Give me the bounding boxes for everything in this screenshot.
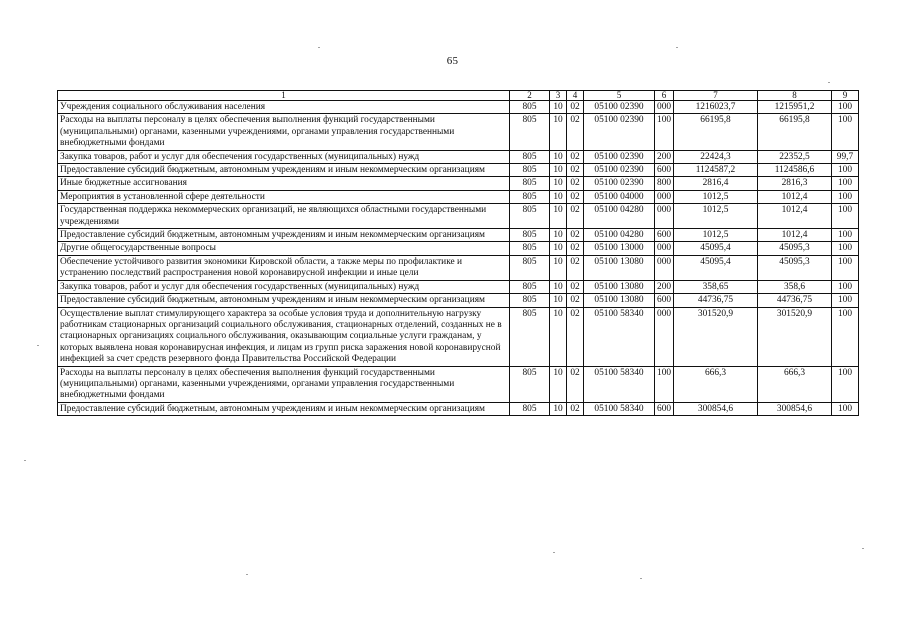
row-expense-type: 100 xyxy=(655,114,674,150)
row-actual-amount: 22352,5 xyxy=(758,150,832,163)
row-subsection: 02 xyxy=(567,255,584,280)
row-expense-type: 600 xyxy=(655,402,674,415)
row-chapter: 805 xyxy=(510,101,550,114)
row-subsection: 02 xyxy=(567,204,584,229)
row-actual-amount: 1012,4 xyxy=(758,204,832,229)
row-target-article: 05100 02390 xyxy=(584,177,655,190)
scan-speck xyxy=(862,548,864,549)
row-actual-amount: 300854,6 xyxy=(758,402,832,415)
row-section: 10 xyxy=(550,204,567,229)
row-planned-amount: 22424,3 xyxy=(674,150,758,163)
table-row xyxy=(58,190,859,203)
row-name: Иные бюджетные ассигнования xyxy=(58,177,510,190)
row-chapter: 805 xyxy=(510,255,550,280)
row-planned-amount: 66195,8 xyxy=(674,114,758,150)
row-chapter: 805 xyxy=(510,294,550,307)
table-row xyxy=(58,280,859,293)
row-section: 10 xyxy=(550,229,567,242)
row-chapter: 805 xyxy=(510,242,550,255)
row-name: Предоставление субсидий бюджетным, автономным учреждениям и иным некоммерческим организациям xyxy=(58,229,510,242)
scan-speck xyxy=(24,460,26,461)
row-actual-amount: 44736,75 xyxy=(758,294,832,307)
row-target-article: 05100 04000 xyxy=(584,190,655,203)
column-number: 9 xyxy=(832,91,859,101)
row-chapter: 805 xyxy=(510,280,550,293)
table-row xyxy=(58,177,859,190)
column-number: 4 xyxy=(567,91,584,101)
row-target-article: 05100 13000 xyxy=(584,242,655,255)
scan-speck xyxy=(676,47,678,48)
row-name: Расходы на выплаты персоналу в целях обеспечения выполнения функций государственными (муниципальными) органами, казенными учреждениями, органами управления государственными внебюджетными фондами xyxy=(58,114,510,150)
row-target-article: 05100 13080 xyxy=(584,294,655,307)
row-chapter: 805 xyxy=(510,229,550,242)
row-actual-amount: 301520,9 xyxy=(758,307,832,366)
row-subsection: 02 xyxy=(567,307,584,366)
row-subsection: 02 xyxy=(567,177,584,190)
row-section: 10 xyxy=(550,164,567,177)
row-subsection: 02 xyxy=(567,150,584,163)
row-target-article: 05100 04280 xyxy=(584,229,655,242)
row-subsection: 02 xyxy=(567,280,584,293)
row-actual-amount: 45095,3 xyxy=(758,255,832,280)
row-subsection: 02 xyxy=(567,242,584,255)
page-number: 65 xyxy=(446,55,459,67)
row-target-article: 05100 58340 xyxy=(584,366,655,402)
row-name: Закупка товаров, работ и услуг для обеспечения государственных (муниципальных) нужд xyxy=(58,280,510,293)
row-percent: 100 xyxy=(832,402,859,415)
row-chapter: 805 xyxy=(510,190,550,203)
column-number: 6 xyxy=(655,91,674,101)
row-target-article: 05100 13080 xyxy=(584,255,655,280)
row-chapter: 805 xyxy=(510,164,550,177)
row-section: 10 xyxy=(550,101,567,114)
row-name: Предоставление субсидий бюджетным, автономным учреждениям и иным некоммерческим организациям xyxy=(58,402,510,415)
row-name: Другие общегосударственные вопросы xyxy=(58,242,510,255)
row-actual-amount: 66195,8 xyxy=(758,114,832,150)
row-expense-type: 000 xyxy=(655,307,674,366)
table-row xyxy=(58,366,859,402)
row-section: 10 xyxy=(550,280,567,293)
row-target-article: 05100 58340 xyxy=(584,307,655,366)
row-subsection: 02 xyxy=(567,366,584,402)
row-actual-amount: 666,3 xyxy=(758,366,832,402)
scan-speck xyxy=(318,47,320,48)
row-chapter: 805 xyxy=(510,366,550,402)
row-expense-type: 800 xyxy=(655,177,674,190)
row-expense-type: 100 xyxy=(655,366,674,402)
row-section: 10 xyxy=(550,190,567,203)
row-percent: 100 xyxy=(832,229,859,242)
row-target-article: 05100 02390 xyxy=(584,150,655,163)
row-name: Учреждения социального обслуживания населения xyxy=(58,101,510,114)
table-row xyxy=(58,294,859,307)
row-expense-type: 000 xyxy=(655,255,674,280)
row-percent: 100 xyxy=(832,255,859,280)
row-actual-amount: 1124586,6 xyxy=(758,164,832,177)
row-subsection: 02 xyxy=(567,402,584,415)
row-planned-amount: 2816,4 xyxy=(674,177,758,190)
column-number: 1 xyxy=(58,91,510,101)
column-number: 7 xyxy=(674,91,758,101)
row-planned-amount: 358,65 xyxy=(674,280,758,293)
column-number-row xyxy=(58,91,859,101)
row-section: 10 xyxy=(550,150,567,163)
row-target-article: 05100 02390 xyxy=(584,164,655,177)
row-name: Закупка товаров, работ и услуг для обеспечения государственных (муниципальных) нужд xyxy=(58,150,510,163)
row-percent: 100 xyxy=(832,294,859,307)
table-row xyxy=(58,150,859,163)
row-target-article: 05100 58340 xyxy=(584,402,655,415)
row-section: 10 xyxy=(550,114,567,150)
column-number: 8 xyxy=(758,91,832,101)
table-row xyxy=(58,255,859,280)
column-number: 5 xyxy=(584,91,655,101)
column-number: 3 xyxy=(550,91,567,101)
row-planned-amount: 666,3 xyxy=(674,366,758,402)
row-expense-type: 000 xyxy=(655,101,674,114)
row-actual-amount: 45095,3 xyxy=(758,242,832,255)
row-name: Расходы на выплаты персоналу в целях обеспечения выполнения функций государственными (муниципальными) органами, казенными учреждениями, органами управления государственными внебюджетными фондами xyxy=(58,366,510,402)
row-section: 10 xyxy=(550,294,567,307)
row-expense-type: 000 xyxy=(655,204,674,229)
row-name: Обеспечение устойчивого развития экономики Кировской области, а также меры по профилактике и устранению последствий распространения новой коронавирусной инфекции и иные цели xyxy=(58,255,510,280)
row-expense-type: 200 xyxy=(655,150,674,163)
budget-table xyxy=(57,90,859,416)
scan-speck xyxy=(553,552,555,553)
row-planned-amount: 300854,6 xyxy=(674,402,758,415)
row-percent: 100 xyxy=(832,114,859,150)
row-chapter: 805 xyxy=(510,402,550,415)
scan-speck xyxy=(828,82,830,83)
table-row xyxy=(58,307,859,366)
row-planned-amount: 1216023,7 xyxy=(674,101,758,114)
row-subsection: 02 xyxy=(567,101,584,114)
row-planned-amount: 301520,9 xyxy=(674,307,758,366)
row-planned-amount: 1124587,2 xyxy=(674,164,758,177)
row-name: Мероприятия в установленной сфере деятельности xyxy=(58,190,510,203)
row-actual-amount: 1215951,2 xyxy=(758,101,832,114)
row-chapter: 805 xyxy=(510,150,550,163)
scan-speck xyxy=(640,578,642,579)
row-subsection: 02 xyxy=(567,190,584,203)
row-actual-amount: 1012,4 xyxy=(758,229,832,242)
scan-speck xyxy=(37,345,39,346)
row-section: 10 xyxy=(550,255,567,280)
row-name: Предоставление субсидий бюджетным, автономным учреждениям и иным некоммерческим организациям xyxy=(58,164,510,177)
table-row xyxy=(58,101,859,114)
row-section: 10 xyxy=(550,177,567,190)
row-section: 10 xyxy=(550,402,567,415)
column-number: 2 xyxy=(510,91,550,101)
row-actual-amount: 1012,4 xyxy=(758,190,832,203)
table-row xyxy=(58,229,859,242)
row-name: Осуществление выплат стимулирующего характера за особые условия труда и дополнительную нагрузку работникам стационарных организаций социального обслуживания, стационарных отделений, созданных не в стационарных организациях социального обслуживания, оказывающим социальные услуги гражданам, у которых выявлена новая коронавирусная инфекция, и лицам из групп риска заражения новой коронавирусной инфекцией за счет средств резервного фонда Правительства Российской Федерации xyxy=(58,307,510,366)
table-row xyxy=(58,114,859,150)
row-target-article: 05100 13080 xyxy=(584,280,655,293)
row-planned-amount: 45095,4 xyxy=(674,255,758,280)
row-actual-amount: 358,6 xyxy=(758,280,832,293)
row-planned-amount: 1012,5 xyxy=(674,229,758,242)
row-chapter: 805 xyxy=(510,114,550,150)
row-percent: 100 xyxy=(832,366,859,402)
row-planned-amount: 1012,5 xyxy=(674,190,758,203)
row-name: Предоставление субсидий бюджетным, автономным учреждениям и иным некоммерческим организациям xyxy=(58,294,510,307)
row-percent: 99,7 xyxy=(832,150,859,163)
row-percent: 100 xyxy=(832,177,859,190)
row-section: 10 xyxy=(550,242,567,255)
row-section: 10 xyxy=(550,366,567,402)
row-subsection: 02 xyxy=(567,114,584,150)
row-subsection: 02 xyxy=(567,229,584,242)
row-percent: 100 xyxy=(832,204,859,229)
row-percent: 100 xyxy=(832,190,859,203)
row-section: 10 xyxy=(550,307,567,366)
table-row xyxy=(58,164,859,177)
row-chapter: 805 xyxy=(510,307,550,366)
row-name: Государственная поддержка некоммерческих организаций, не являющихся областными государственными учреждениями xyxy=(58,204,510,229)
row-percent: 100 xyxy=(832,164,859,177)
row-expense-type: 600 xyxy=(655,294,674,307)
row-expense-type: 200 xyxy=(655,280,674,293)
row-subsection: 02 xyxy=(567,294,584,307)
row-target-article: 05100 02390 xyxy=(584,114,655,150)
row-percent: 100 xyxy=(832,242,859,255)
row-planned-amount: 1012,5 xyxy=(674,204,758,229)
row-chapter: 805 xyxy=(510,204,550,229)
table-row xyxy=(58,204,859,229)
table-row xyxy=(58,242,859,255)
scan-speck xyxy=(246,574,248,575)
row-percent: 100 xyxy=(832,101,859,114)
row-percent: 100 xyxy=(832,280,859,293)
row-expense-type: 600 xyxy=(655,229,674,242)
row-expense-type: 000 xyxy=(655,242,674,255)
row-subsection: 02 xyxy=(567,164,584,177)
table-row xyxy=(58,402,859,415)
row-planned-amount: 44736,75 xyxy=(674,294,758,307)
row-actual-amount: 2816,3 xyxy=(758,177,832,190)
row-chapter: 805 xyxy=(510,177,550,190)
row-expense-type: 600 xyxy=(655,164,674,177)
row-planned-amount: 45095,4 xyxy=(674,242,758,255)
row-target-article: 05100 04280 xyxy=(584,204,655,229)
row-expense-type: 000 xyxy=(655,190,674,203)
row-percent: 100 xyxy=(832,307,859,366)
row-target-article: 05100 02390 xyxy=(584,101,655,114)
